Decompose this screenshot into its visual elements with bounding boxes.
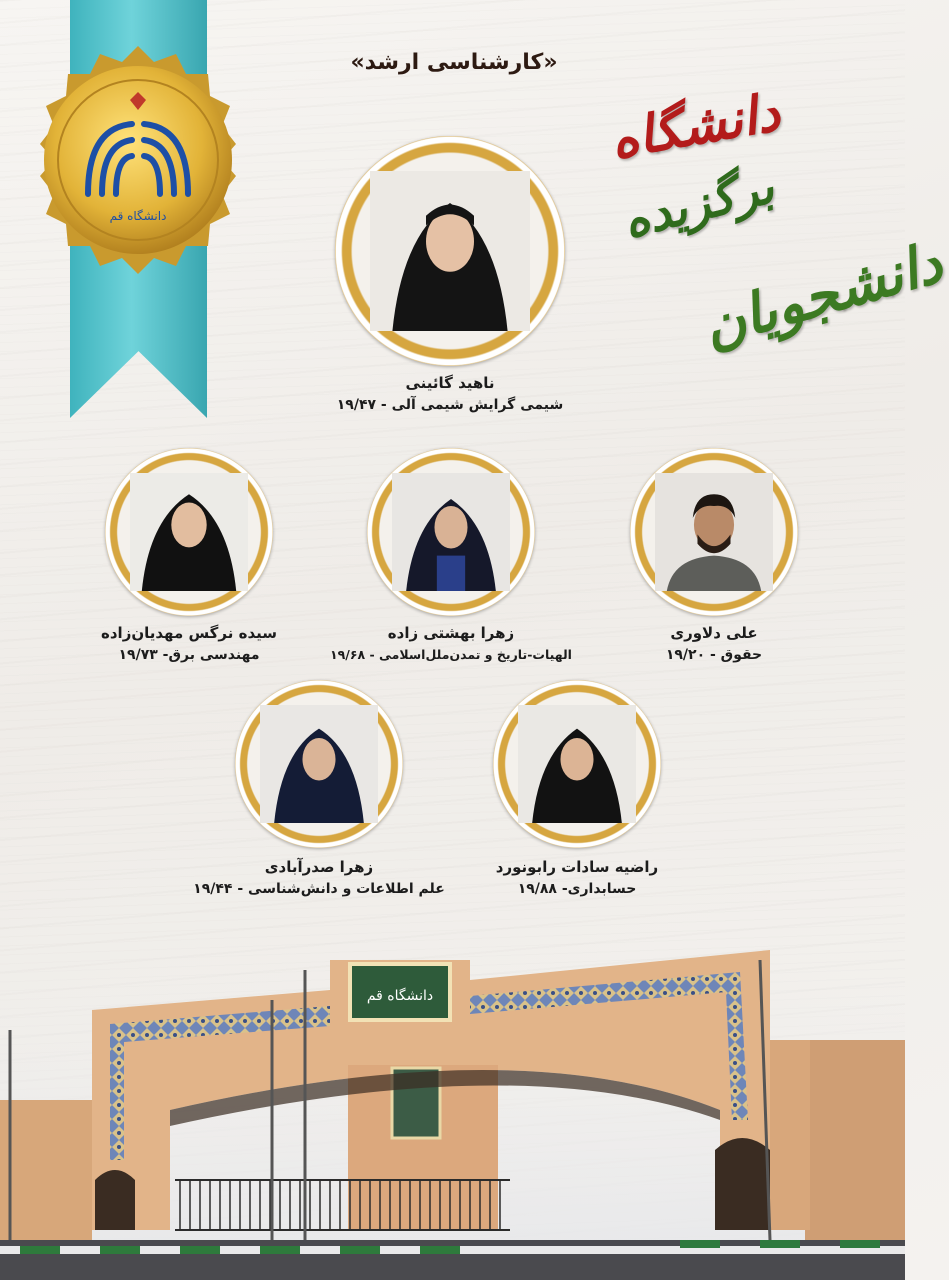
- title-selected: برگزیده: [617, 158, 780, 250]
- student-caption: [470, 856, 684, 900]
- student-caption: [604, 622, 824, 666]
- gate-sign: دانشگاه قم: [366, 988, 434, 1004]
- student-name: ناهید گائینی: [405, 374, 495, 392]
- student-caption: [174, 856, 464, 900]
- student-field-grade: الهیات-تاریخ و تمدن‌ملل‌اسلامی - ۱۹/۶۸: [330, 647, 572, 662]
- title-university: دانشگاه: [605, 81, 785, 172]
- university-seal-icon: [22, 44, 254, 276]
- student-name: زهرا بهشتی زاده: [387, 624, 515, 642]
- university-gate-illustration: [0, 930, 905, 1280]
- student-photo-avatar: [518, 705, 636, 823]
- student-field-grade: علم اطلاعات و دانش‌شناسی - ۱۹/۴۴: [193, 881, 445, 897]
- title-students: دانشجویان: [695, 229, 949, 361]
- student-name: علی دلاوری: [670, 624, 758, 642]
- student-photo-avatar: [370, 171, 530, 331]
- student-name: سیده نرگس مهدیان‌زاده: [101, 624, 277, 642]
- student-name: راضیه سادات رابونورد: [495, 858, 659, 876]
- student-field-grade: حقوق - ۱۹/۲۰: [665, 647, 763, 663]
- student-photo-avatar: [392, 473, 510, 591]
- student-field-grade: شیمی گرایش شیمی آلی - ۱۹/۴۷: [336, 397, 564, 413]
- student-photo-avatar: [655, 473, 773, 591]
- student-field-grade: مهندسی برق- ۱۹/۷۳: [118, 647, 260, 663]
- program-label: «کارشناسی ارشد»: [350, 50, 558, 75]
- student-photo-avatar: [260, 705, 378, 823]
- student-caption: [82, 622, 296, 666]
- student-name: زهرا صدرآبادی: [264, 858, 374, 876]
- student-caption: [300, 622, 602, 666]
- student-field-grade: حسابداری- ۱۹/۸۸: [517, 881, 637, 897]
- svg-text:دانشگاه قم: دانشگاه قم: [109, 209, 167, 223]
- student-caption: [290, 372, 610, 416]
- student-photo-avatar: [130, 473, 248, 591]
